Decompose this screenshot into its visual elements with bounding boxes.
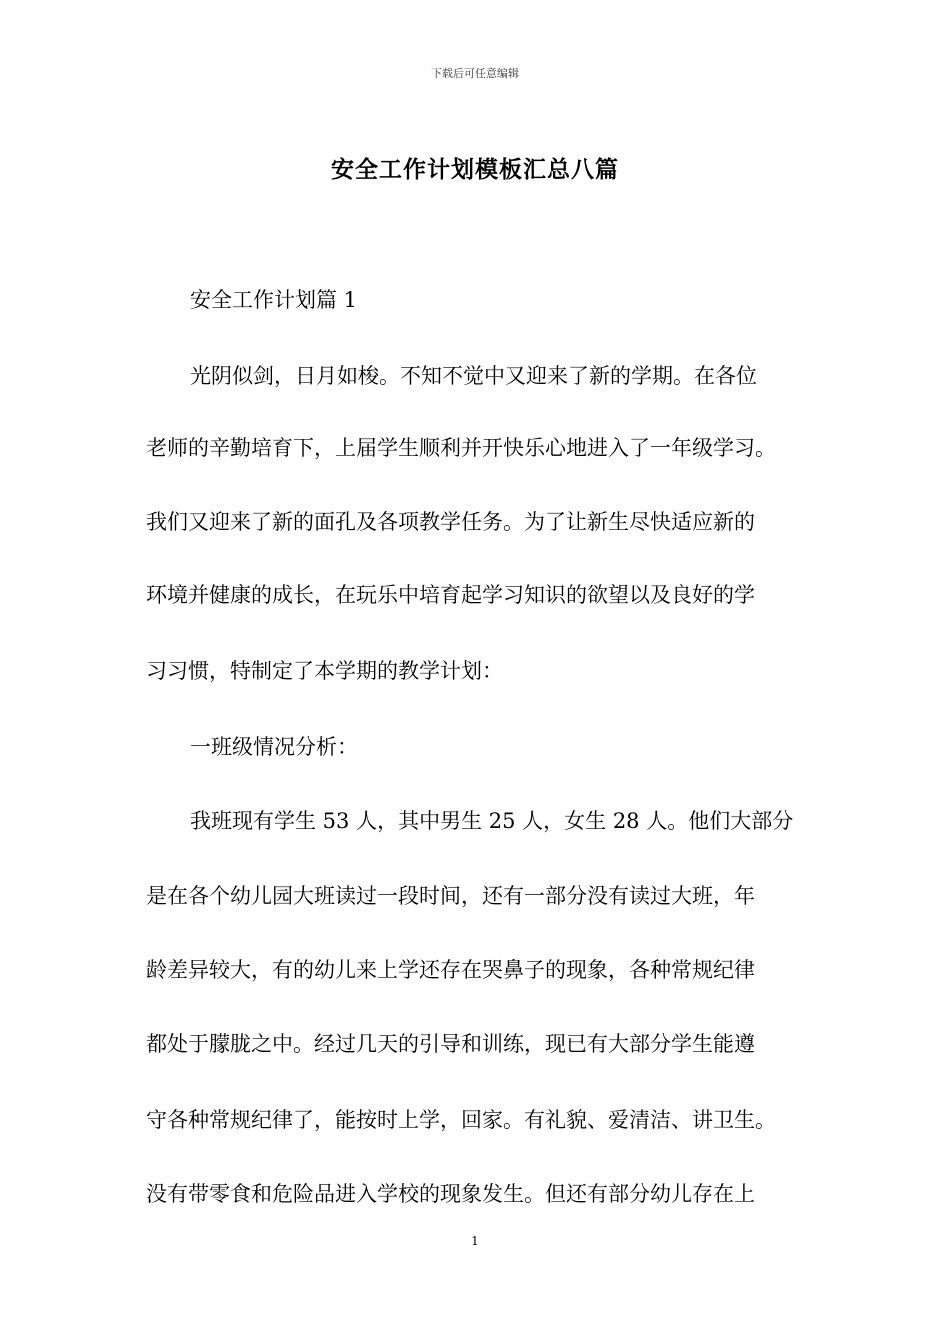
paragraph2-line: 龄差异较大，有的幼儿来上学还存在哭鼻子的现象，各种常规纪律 <box>146 958 755 982</box>
paragraph1-line: 环境并健康的成长，在玩乐中培育起学习知识的欲望以及良好的学 <box>146 583 755 607</box>
paragraph2-line: 没有带零食和危险品进入学校的现象发生。但还有部分幼儿存在上 <box>146 1182 755 1206</box>
paragraph2-line: 是在各个幼儿园大班读过一段时间，还有一部分没有读过大班，年 <box>146 884 755 908</box>
paragraph2-line: 守各种常规纪律了，能按时上学，回家。有礼貌、爱清洁、讲卫生。 <box>146 1108 776 1132</box>
paragraph1-line: 光阴似剑，日月如梭。不知不觉中又迎来了新的学期。在各位 <box>190 364 757 388</box>
section-heading: 安全工作计划篇 1 <box>190 288 358 312</box>
subheading: 一班级情况分析： <box>190 735 358 759</box>
paragraph1-line: 我们又迎来了新的面孔及各项教学任务。为了让新生尽快适应新的 <box>146 510 755 534</box>
document-title: 安全工作计划模板汇总八篇 <box>331 156 619 183</box>
paragraph2-line: 都处于朦胧之中。经过几天的引导和训练，现已有大部分学生能遵 <box>146 1032 755 1056</box>
header-note: 下载后可任意编辑 <box>431 67 519 80</box>
paragraph1-line: 老师的辛勤培育下，上届学生顺利并开快乐心地进入了一年级学习。 <box>146 436 776 460</box>
paragraph1-line: 习习惯，特制定了本学期的教学计划： <box>146 659 503 683</box>
paragraph2-line: 我班现有学生 53 人，其中男生 25 人，女生 28 人。他们大部分 <box>190 809 794 833</box>
page-number: 1 <box>471 1234 479 1248</box>
